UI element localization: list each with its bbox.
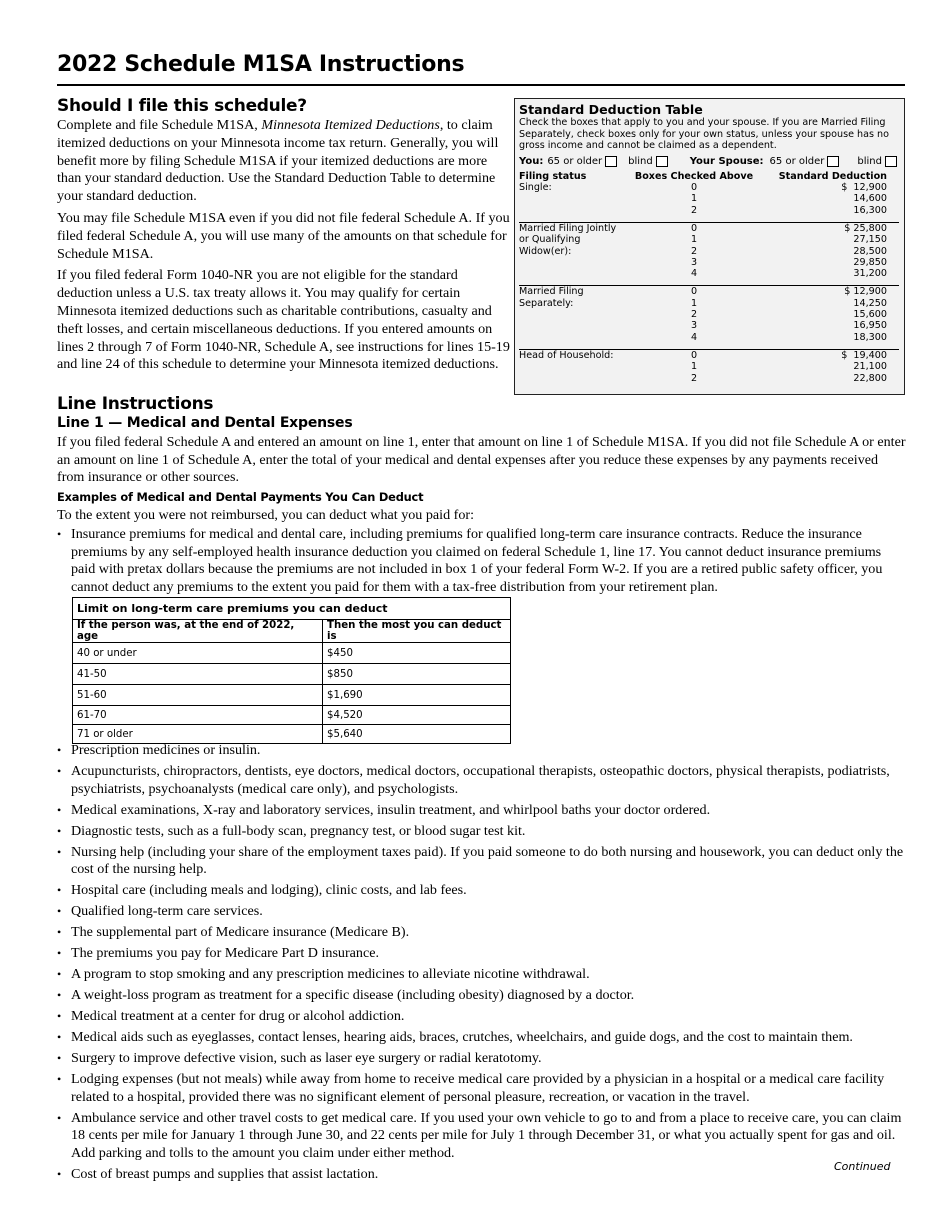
- sd-checkbox-row: [519, 155, 899, 169]
- filing-status-label: Single:: [519, 182, 552, 194]
- intro-p1-text: Complete and file Schedule M1SA,: [57, 117, 262, 133]
- boxes-checked-values: [629, 223, 759, 279]
- amount-cell: $450: [323, 643, 511, 664]
- deduction-amounts: [759, 286, 899, 342]
- boxes-count: 1: [690, 361, 698, 373]
- examples-title: Examples of Medical and Dental Payments You Can Deduct: [57, 490, 424, 504]
- spouse-65-checkbox[interactable]: [827, 156, 839, 167]
- form-name-italic: Minnesota Itemized Deductions: [261, 117, 440, 133]
- list-item: • Ambulance service and other travel costs to get medical care. If you used your own vehicle to go to and from a place to receive care, you can claim 18 cents per mile for January 1 through June 30, and 22 cents per mile for July 1 through December 31, or what you actually spent for gas and oil. Add parking and tolls to the amount you claim under either method.: [57, 1110, 907, 1163]
- deduction-amounts: [759, 182, 899, 216]
- list-item: • Qualified long-term care services.: [57, 903, 907, 921]
- page-title: 2022 Schedule M1SA Instructions: [57, 52, 465, 77]
- spouse-label: Your Spouse:: [689, 156, 764, 168]
- intro-paragraph-3: If you filed federal Form 1040-NR you are not eligible for the standard deduction unless a U.S. tax treaty allows it. You may qualify for certain Minnesota itemized deductions such as charitable contributions, casualty and theft losses, and certain miscellaneous deductions. If you entered amounts on lines 2 through 7 of Form 1040-NR, Schedule A, see instructions for lines 15-19 and line 24 of this schedule to determine your Minnesota itemized deductions.: [57, 267, 510, 373]
- list-item: • Acupuncturists, chiropractors, dentists, eye doctors, medical doctors, occupational therapists, osteopathic doctors, physical therapists, podiatrists, psychiatrists, psychoanalysts (medical care only), and psychologists.: [57, 763, 907, 798]
- amount-cell: $850: [323, 664, 511, 685]
- list-item: • Nursing help (including your share of the employment taxes paid). If you paid someone to do both nursing and housework, you can deduct only the cost of the nursing help.: [57, 844, 907, 879]
- examples-intro: To the extent you were not reimbursed, you can deduct what you paid for:: [57, 507, 475, 523]
- age-cell: 40 or under: [73, 643, 323, 664]
- sd-group-row: [519, 285, 899, 342]
- table-row: [73, 706, 511, 725]
- intro-p1-text-cont: , to claim itemized deductions on your Minnesota income tax return. Generally, you will benefit more by filing Schedule M1SA if your itemized deductions are more than your standard deduction. Use the Standard Deduction Table to determine your standard deduction.: [57, 117, 499, 205]
- list-item: • Cost of breast pumps and supplies that assist lactation.: [57, 1166, 907, 1184]
- deduction-amount: 22,800: [853, 372, 887, 384]
- boxes-count: 4: [690, 268, 698, 280]
- age-cell: 61-70: [73, 706, 323, 725]
- list-item: • Diagnostic tests, such as a full-body scan, pregnancy test, or blood sugar test kit.: [57, 823, 907, 841]
- list-item: • Lodging expenses (but not meals) while away from home to receive medical care provided by a physician in a hospital or a medical care facility related to a hospital, provided there was no significant element of personal pleasure, recreation, or vacation in the travel.: [57, 1071, 907, 1106]
- table-row: [73, 664, 511, 685]
- sd-groups: [519, 182, 899, 384]
- boxes-count: 2: [690, 204, 698, 216]
- list-item: • Prescription medicines or insulin.: [57, 742, 907, 760]
- age-cell: 41-50: [73, 664, 323, 685]
- intro-paragraph-2: You may file Schedule M1SA even if you did not file federal Schedule A. If you filed federal Schedule A, you will use many of the amounts on that schedule for Schedule M1SA.: [57, 209, 510, 262]
- age-cell: 51-60: [73, 685, 323, 706]
- ltc-premium-limit-table: [72, 597, 511, 744]
- deduction-amount: $ 25,800: [844, 222, 887, 234]
- deduction-amount: 18,300: [853, 331, 887, 343]
- deductible-expenses-list: [57, 742, 907, 1187]
- ltc-header-max: Then the most you can deduct is: [323, 620, 511, 643]
- deduction-amount: 14,250: [853, 297, 887, 309]
- amount-cell: $5,640: [323, 725, 511, 744]
- boxes-checked-values: [629, 286, 759, 342]
- line1-body: If you filed federal Schedule A and entered an amount on line 1, enter that amount on line 1 of Schedule M1SA. If you did not file Schedule A or enter an amount on line 1 of Schedule A, enter the total of your medical and dental expenses after you reduce these expenses by any payments received from insurance or other sources.: [57, 434, 906, 486]
- deduction-amount: $ 19,400: [841, 349, 887, 361]
- deduction-amounts: [759, 350, 899, 384]
- boxes-count: 0: [690, 286, 698, 298]
- you-65-checkbox[interactable]: [605, 156, 617, 167]
- table-row: [73, 725, 511, 744]
- col-filing-status: Filing status: [519, 170, 587, 182]
- intro-heading: Should I file this schedule?: [57, 96, 307, 116]
- list-item: • Surgery to improve defective vision, such as laser eye surgery or radial keratotomy.: [57, 1050, 907, 1068]
- boxes-count: 1: [690, 297, 698, 309]
- boxes-checked-values: [629, 350, 759, 384]
- sd-table-title: Standard Deduction Table: [519, 102, 703, 117]
- boxes-count: 4: [690, 331, 698, 343]
- sd-group-row: [519, 349, 899, 384]
- deduction-amount: 15,600: [853, 309, 887, 321]
- list-item: • The supplemental part of Medicare insurance (Medicare B).: [57, 924, 907, 942]
- boxes-count: 0: [690, 182, 698, 194]
- deduction-amount: 16,300: [853, 204, 887, 216]
- ltc-header-age: If the person was, at the end of 2022, age: [73, 620, 323, 643]
- deduction-amount: $ 12,900: [844, 286, 887, 298]
- deduction-amount: 16,950: [853, 320, 887, 332]
- continued-label: Continued: [834, 1160, 891, 1173]
- you-age-label: 65 or older: [547, 156, 603, 168]
- standard-deduction-table: [514, 98, 905, 395]
- first-bullet-list: [57, 526, 907, 600]
- boxes-count: 3: [690, 320, 698, 332]
- deduction-amount: 14,600: [853, 193, 887, 205]
- list-item: • A weight-loss program as treatment for a specific disease (including obesity) diagnosed by a doctor.: [57, 987, 907, 1005]
- boxes-count: 3: [690, 256, 698, 268]
- col-boxes-checked: Boxes Checked Above: [634, 170, 754, 182]
- boxes-count: 0: [690, 349, 698, 361]
- list-item: • Hospital care (including meals and lodging), clinic costs, and lab fees.: [57, 882, 907, 900]
- amount-cell: $1,690: [323, 685, 511, 706]
- spouse-age-label: 65 or older: [769, 156, 825, 168]
- deduction-amount: $ 12,900: [841, 182, 887, 194]
- deduction-amount: 27,150: [853, 234, 887, 246]
- amount-cell: $4,520: [323, 706, 511, 725]
- boxes-count: 2: [690, 372, 698, 384]
- line-instructions-heading: Line Instructions: [57, 394, 214, 414]
- boxes-count: 0: [690, 222, 698, 234]
- table-row: [73, 685, 511, 706]
- boxes-count: 2: [690, 309, 698, 321]
- spouse-blind-checkbox[interactable]: [885, 156, 897, 167]
- line1-title: Line 1 — Medical and Dental Expenses: [57, 415, 353, 431]
- you-label: You:: [519, 156, 544, 168]
- deduction-amounts: [759, 223, 899, 279]
- table-row: [73, 643, 511, 664]
- sd-table-intro: Check the boxes that apply to you and your spouse. If you are Married Filing Separately, check boxes only for your own status, unless your spouse has no gross income and cannot be claimed as a dependent.: [519, 117, 889, 152]
- list-item: • Medical aids such as eyeglasses, contact lenses, hearing aids, braces, crutches, wheelchairs, and guide dogs, and the cost to maintain them.: [57, 1029, 907, 1047]
- spouse-blind-label: blind: [857, 156, 882, 168]
- deduction-amount: 21,100: [853, 361, 887, 373]
- ltc-table-caption: Limit on long-term care premiums you can deduct: [73, 598, 511, 620]
- age-cell: 71 or older: [73, 725, 323, 744]
- intro-section: [57, 95, 513, 378]
- intro-paragraph-1: [57, 117, 513, 206]
- list-item: • Medical treatment at a center for drug or alcohol addiction.: [57, 1008, 907, 1026]
- deduction-amount: 29,850: [853, 256, 887, 268]
- sd-group-row: [519, 182, 899, 216]
- list-item: • A program to stop smoking and any prescription medicines to alleviate nicotine withdrawal.: [57, 966, 907, 984]
- boxes-count: 1: [690, 193, 698, 205]
- boxes-count: 2: [690, 245, 698, 257]
- list-item: • Insurance premiums for medical and dental care, including premiums for qualified long-term care insurance contracts. Reduce the insurance premiums by any self-employed health insurance deduction you claimed on federal Schedule 1, line 17. You cannot deduct insurance premiums paid with pretax dollars because the premiums are not included in box 1 of your federal Form W-2. If you are a retired public safety officer, you cannot deduct any premiums to the extent you paid for them with a tax-free distribution from your retirement plan.: [57, 526, 907, 596]
- filing-status-label: Married Filing Separately:: [519, 286, 584, 309]
- filing-status-label: Married Filing Jointly or Qualifying Widow(er):: [519, 222, 617, 257]
- you-blind-label: blind: [628, 156, 653, 168]
- filing-status-label: Head of Household:: [519, 349, 614, 361]
- sd-table-header: [519, 171, 899, 182]
- title-divider: [57, 84, 905, 86]
- deduction-amount: 31,200: [853, 268, 887, 280]
- boxes-checked-values: [629, 182, 759, 216]
- boxes-count: 1: [690, 234, 698, 246]
- you-blind-checkbox[interactable]: [656, 156, 668, 167]
- col-standard-deduction: Standard Deduction: [778, 170, 887, 182]
- list-item: • The premiums you pay for Medicare Part D insurance.: [57, 945, 907, 963]
- deduction-amount: 28,500: [853, 245, 887, 257]
- sd-group-row: [519, 222, 899, 279]
- list-item: • Medical examinations, X-ray and laboratory services, insulin treatment, and whirlpool baths your doctor ordered.: [57, 802, 907, 820]
